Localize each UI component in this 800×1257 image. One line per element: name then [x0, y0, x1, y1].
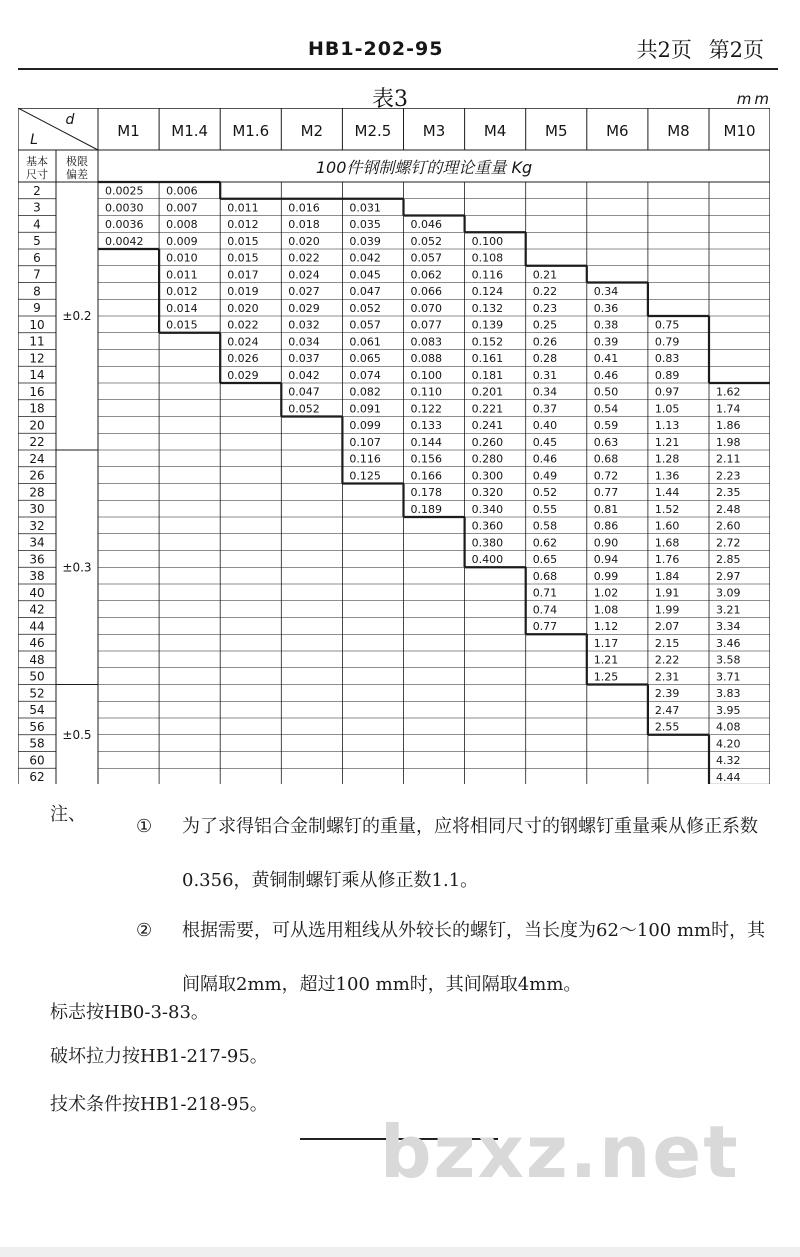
cell-m5-11: 0.26: [532, 335, 558, 349]
cell-m8-38: 1.84: [654, 569, 680, 583]
length-10: 10: [29, 317, 45, 332]
cell-m8-10: 0.75: [654, 318, 680, 332]
cell-m8-22: 1.21: [654, 435, 680, 449]
cell-m8-44: 2.07: [654, 620, 680, 634]
length-24: 24: [29, 451, 45, 466]
cell-m2-5-7: 0.045: [349, 268, 381, 282]
length-4: 4: [33, 217, 41, 232]
length-58: 58: [29, 736, 45, 751]
cell-m8-18: 1.05: [654, 402, 680, 416]
cell-m4-16: 0.201: [471, 385, 504, 399]
cell-m6-14: 0.46: [593, 368, 619, 382]
cell-m4-5: 0.100: [471, 234, 504, 248]
note-1: [138, 800, 778, 908]
cell-m6-11: 0.39: [593, 335, 619, 349]
cell-m5-38: 0.68: [532, 569, 558, 583]
cell-m6-20: 0.59: [593, 419, 619, 433]
cell-m8-24: 1.28: [654, 452, 680, 466]
cell-m10-62: 4.44: [716, 770, 741, 784]
cell-m4-24: 0.280: [471, 452, 504, 466]
cell-m2-11: 0.034: [288, 335, 320, 349]
cell-m3-10: 0.077: [410, 318, 442, 332]
cell-m2-5-6: 0.042: [349, 251, 381, 265]
pages-total: 共2页: [636, 38, 692, 62]
cell-m10-44: 3.34: [716, 620, 741, 634]
breaking-load-reference: 破坏拉力按HB1-217-95。: [50, 1046, 268, 1067]
cell-m2-18: 0.052: [288, 402, 320, 416]
length-32: 32: [29, 518, 45, 533]
cell-m5-24: 0.46: [532, 452, 558, 466]
length-9: 9: [33, 301, 41, 316]
cell-m6-44: 1.12: [593, 620, 619, 634]
table-title: 表3: [372, 87, 408, 112]
cell-m8-40: 1.91: [654, 586, 680, 600]
nominal-size-header-2: 尺寸: [26, 168, 48, 181]
cell-m10-60: 4.32: [716, 754, 741, 768]
cell-m1-6-8: 0.019: [227, 285, 259, 299]
cell-m8-28: 1.44: [654, 486, 680, 500]
cell-m1-6-11: 0.024: [227, 335, 259, 349]
cell-m5-42: 0.74: [532, 603, 558, 617]
cell-m8-50: 2.31: [654, 670, 680, 684]
watermark: bzxz.net: [380, 1110, 740, 1194]
cell-m1-6-6: 0.015: [227, 251, 259, 265]
cell-m2-5-8: 0.047: [349, 285, 381, 299]
length-46: 46: [29, 636, 45, 651]
cell-m1-4: 0.0036: [105, 218, 144, 232]
cell-m5-14: 0.31: [532, 368, 558, 382]
cell-m8-12: 0.83: [654, 352, 680, 366]
cell-m2-5-16: 0.082: [349, 385, 381, 399]
length-28: 28: [29, 485, 45, 500]
length-36: 36: [29, 552, 45, 567]
cell-m6-50: 1.25: [593, 670, 619, 684]
cell-m3-12: 0.088: [410, 352, 442, 366]
cell-m2-5-18: 0.091: [349, 402, 381, 416]
cell-m3-18: 0.122: [410, 402, 442, 416]
length-3: 3: [33, 200, 41, 215]
length-26: 26: [29, 468, 45, 483]
cell-m8-14: 0.89: [654, 368, 680, 382]
length-50: 50: [29, 669, 45, 684]
length-56: 56: [29, 719, 45, 734]
cell-m2-5-22: 0.107: [349, 435, 381, 449]
length-60: 60: [29, 753, 45, 768]
tolerance-±0.2: ±0.2: [62, 309, 92, 323]
cell-m3-24: 0.156: [410, 452, 442, 466]
cell-m10-26: 2.23: [716, 469, 741, 483]
cell-m10-18: 1.74: [716, 402, 741, 416]
tolerance-header: 极限: [66, 155, 88, 168]
cell-m6-9: 0.36: [593, 301, 619, 315]
cell-m1-4-3: 0.007: [166, 201, 198, 215]
header-page-info: [627, 34, 764, 64]
cell-m5-44: 0.77: [532, 620, 558, 634]
cell-m5-8: 0.22: [532, 285, 558, 299]
cell-m10-38: 2.97: [716, 569, 741, 583]
cell-m6-36: 0.94: [593, 553, 619, 567]
cell-m5-20: 0.40: [532, 419, 558, 433]
cell-m10-50: 3.71: [716, 670, 741, 684]
cell-m1-4-7: 0.011: [166, 268, 198, 282]
cell-m2-6: 0.022: [288, 251, 320, 265]
cell-m6-38: 0.99: [593, 569, 619, 583]
cell-m2-9: 0.029: [288, 301, 320, 315]
cell-m6-30: 0.81: [593, 502, 619, 516]
cell-m1-4-8: 0.012: [166, 285, 198, 299]
cell-m4-22: 0.260: [471, 435, 504, 449]
cell-m3-5: 0.052: [410, 234, 442, 248]
cell-m10-24: 2.11: [716, 452, 741, 466]
length-16: 16: [29, 384, 45, 399]
cell-m1-5: 0.0042: [105, 234, 144, 248]
marking-reference: 标志按HB0-3-83。: [50, 1002, 209, 1023]
cell-m3-30: 0.189: [410, 502, 442, 516]
diameter-header-m1-6: M1.6: [232, 122, 270, 140]
page-current: 第2页: [708, 38, 764, 62]
cell-m4-7: 0.116: [471, 268, 504, 282]
note-2: [138, 904, 778, 1012]
cell-m1-6-9: 0.020: [227, 301, 259, 315]
length-12: 12: [29, 351, 45, 366]
cell-m8-20: 1.13: [654, 419, 680, 433]
length-44: 44: [29, 619, 45, 634]
diameter-header-m2-5: M2.5: [354, 122, 392, 140]
cell-m10-30: 2.48: [716, 502, 741, 516]
cell-m5-40: 0.71: [532, 586, 558, 600]
cell-m4-12: 0.161: [471, 352, 504, 366]
cell-m4-36: 0.400: [471, 553, 504, 567]
cell-m10-36: 2.85: [716, 553, 741, 567]
cell-m3-26: 0.166: [410, 469, 442, 483]
diameter-header-m3: M3: [422, 122, 446, 140]
cell-m8-46: 2.15: [654, 636, 680, 650]
length-42: 42: [29, 602, 45, 617]
note-2-number: ②: [136, 920, 153, 941]
cell-m3-7: 0.062: [410, 268, 442, 282]
weight-table-container: [18, 108, 770, 788]
header-rule: [18, 68, 778, 70]
cell-m1-6-3: 0.011: [227, 201, 259, 215]
table-unit: mm: [736, 90, 772, 108]
cell-m6-22: 0.63: [593, 435, 619, 449]
cell-m4-20: 0.241: [471, 419, 504, 433]
cell-m8-48: 2.22: [654, 653, 680, 667]
cell-m2-5-5: 0.039: [349, 234, 381, 248]
cell-m2-14: 0.042: [288, 368, 320, 382]
cell-m5-36: 0.65: [532, 553, 558, 567]
cell-m1-6-7: 0.017: [227, 268, 259, 282]
cell-m10-48: 3.58: [716, 653, 741, 667]
cell-m6-24: 0.68: [593, 452, 619, 466]
cell-m2-3: 0.016: [288, 201, 320, 215]
cell-m10-32: 2.60: [716, 519, 741, 533]
cell-m5-12: 0.28: [532, 352, 558, 366]
cell-m6-16: 0.50: [593, 385, 619, 399]
cell-m10-20: 1.86: [716, 419, 741, 433]
cell-m6-42: 1.08: [593, 603, 619, 617]
length-34: 34: [29, 535, 45, 550]
cell-m8-42: 1.99: [654, 603, 680, 617]
cell-m8-11: 0.79: [654, 335, 680, 349]
cell-m6-46: 1.17: [593, 636, 619, 650]
cell-m3-4: 0.046: [410, 218, 442, 232]
length-40: 40: [29, 585, 45, 600]
tolerance-±0.5: ±0.5: [62, 727, 92, 742]
cell-m8-52: 2.39: [654, 687, 680, 701]
cell-m1-4-9: 0.014: [166, 301, 198, 315]
diameter-header-m1: M1: [117, 122, 140, 140]
note-1-number: ①: [136, 816, 153, 837]
length-62: 62: [29, 770, 45, 784]
cell-m1-3: 0.0030: [105, 201, 144, 215]
weight-table: [18, 108, 770, 784]
cell-m4-14: 0.181: [471, 368, 504, 382]
cell-m2-12: 0.037: [288, 352, 320, 366]
cell-m5-22: 0.45: [532, 435, 558, 449]
cell-m5-34: 0.62: [532, 536, 558, 550]
cell-m2-5-26: 0.125: [349, 469, 381, 483]
cell-m4-32: 0.360: [471, 519, 504, 533]
length-18: 18: [29, 401, 45, 416]
cell-m10-16: 1.62: [716, 385, 741, 399]
cell-m3-9: 0.070: [410, 301, 442, 315]
length-7: 7: [33, 267, 41, 282]
cell-m2-16: 0.047: [288, 385, 320, 399]
cell-m1-2: 0.0025: [105, 184, 144, 198]
cell-m3-11: 0.083: [410, 335, 442, 349]
cell-m8-30: 1.52: [654, 502, 680, 516]
cell-m2-5-9: 0.052: [349, 301, 381, 315]
note-2-text: 根据需要，可从选用粗线从外较长的螺钉，当长度为62～100 mm时，其间隔取2mm，超过100 mm时，其间隔取4mm。: [182, 920, 766, 995]
cell-m4-10: 0.139: [471, 318, 504, 332]
cell-m4-30: 0.340: [471, 502, 504, 516]
length-52: 52: [29, 686, 45, 701]
cell-m6-28: 0.77: [593, 486, 619, 500]
cell-m3-22: 0.144: [410, 435, 442, 449]
header-standard-number: HB1-202-95: [308, 38, 444, 60]
cell-m2-10: 0.032: [288, 318, 320, 332]
cell-m10-58: 4.20: [716, 737, 741, 751]
cell-m2-4: 0.018: [288, 218, 320, 232]
diameter-header-m4: M4: [483, 122, 507, 140]
technical-conditions-reference: 技术条件按HB1-218-95。: [50, 1094, 268, 1115]
length-11: 11: [29, 334, 45, 349]
cell-m4-34: 0.380: [471, 536, 504, 550]
cell-m5-26: 0.49: [532, 469, 558, 483]
cell-m10-28: 2.35: [716, 486, 741, 500]
cell-m8-16: 0.97: [654, 385, 680, 399]
diameter-header-m8: M8: [667, 122, 690, 140]
cell-m2-5-14: 0.074: [349, 368, 381, 382]
cell-m10-56: 4.08: [716, 720, 741, 734]
cell-m6-12: 0.41: [593, 352, 619, 366]
cell-m2-7: 0.024: [288, 268, 320, 282]
length-2: 2: [33, 183, 41, 198]
cell-m5-10: 0.25: [532, 318, 558, 332]
cell-m5-32: 0.58: [532, 519, 558, 533]
length-6: 6: [33, 250, 41, 265]
cell-m2-5-3: 0.031: [349, 201, 381, 215]
cell-m5-18: 0.37: [532, 402, 558, 416]
page-bottom-strip: [0, 1247, 800, 1257]
cell-m3-28: 0.178: [410, 486, 442, 500]
diameter-header-m1-4: M1.4: [171, 122, 209, 140]
cell-m4-26: 0.300: [471, 469, 504, 483]
note-1-text: 为了求得铝合金制螺钉的重量，应将相同尺寸的钢螺钉重量乘从修正系数0.356，黄铜制螺钉乘从修正数1.1。: [182, 816, 758, 891]
cell-m10-52: 3.83: [716, 687, 741, 701]
cell-m1-4-2: 0.006: [166, 184, 198, 198]
cell-m1-4-4: 0.008: [166, 218, 198, 232]
cell-m8-36: 1.76: [654, 553, 680, 567]
cell-m5-28: 0.52: [532, 486, 558, 500]
cell-m6-8: 0.34: [593, 285, 619, 299]
cell-m2-5-12: 0.065: [349, 352, 381, 366]
length-38: 38: [29, 569, 45, 584]
cell-m1-6-5: 0.015: [227, 234, 259, 248]
cell-m1-6-4: 0.012: [227, 218, 259, 232]
cell-m10-22: 1.98: [716, 435, 741, 449]
cell-m2-5-24: 0.116: [349, 452, 381, 466]
cell-m8-34: 1.68: [654, 536, 680, 550]
cell-m3-16: 0.110: [410, 385, 442, 399]
weight-caption: 100件钢制螺钉的理论重量 Kg: [315, 158, 533, 177]
cell-m3-6: 0.057: [410, 251, 442, 265]
cell-m4-6: 0.108: [471, 251, 504, 265]
cell-m1-4-6: 0.010: [166, 251, 198, 265]
cell-m2-5-11: 0.061: [349, 335, 381, 349]
cell-m8-26: 1.36: [654, 469, 680, 483]
cell-m5-7: 0.21: [532, 268, 558, 282]
cell-m10-46: 3.46: [716, 636, 741, 650]
length-20: 20: [29, 418, 45, 433]
cell-m4-18: 0.221: [471, 402, 504, 416]
cell-m6-32: 0.86: [593, 519, 619, 533]
cell-m6-48: 1.21: [593, 653, 619, 667]
tolerance-header-2: 偏差: [66, 168, 88, 181]
cell-m6-34: 0.90: [593, 536, 619, 550]
cell-m10-42: 3.21: [716, 603, 741, 617]
cell-m2-5-20: 0.099: [349, 419, 381, 433]
cell-m3-8: 0.066: [410, 285, 442, 299]
cell-m2-8: 0.027: [288, 285, 320, 299]
notes-label: 注、: [50, 804, 86, 825]
diameter-header-m5: M5: [545, 122, 568, 140]
cell-m5-9: 0.23: [532, 301, 558, 315]
nominal-size-header: 基本: [26, 155, 48, 168]
length-5: 5: [33, 234, 41, 249]
length-54: 54: [29, 703, 45, 718]
length-30: 30: [29, 502, 45, 517]
cell-m8-56: 2.55: [654, 720, 680, 734]
cell-m6-18: 0.54: [593, 402, 619, 416]
cell-m4-28: 0.320: [471, 486, 504, 500]
cell-m8-54: 2.47: [654, 703, 680, 717]
cell-m8-32: 1.60: [654, 519, 680, 533]
tolerance-±0.3: ±0.3: [62, 560, 92, 575]
cell-m6-40: 1.02: [593, 586, 619, 600]
cell-m1-6-12: 0.026: [227, 352, 259, 366]
cell-m1-4-10: 0.015: [166, 318, 198, 332]
length-8: 8: [33, 284, 41, 299]
cell-m6-10: 0.38: [593, 318, 619, 332]
cell-m10-34: 2.72: [716, 536, 741, 550]
cell-m4-8: 0.124: [471, 285, 504, 299]
cell-m2-5: 0.020: [288, 234, 320, 248]
cell-m1-4-5: 0.009: [166, 234, 198, 248]
cell-m3-14: 0.100: [410, 368, 442, 382]
cell-m10-54: 3.95: [716, 703, 741, 717]
length-48: 48: [29, 652, 45, 667]
corner-l-label: L: [30, 132, 38, 148]
corner-d-label: d: [65, 112, 75, 128]
length-14: 14: [29, 368, 45, 383]
length-22: 22: [29, 435, 45, 450]
cell-m2-5-10: 0.057: [349, 318, 381, 332]
cell-m4-11: 0.152: [471, 335, 504, 349]
cell-m6-26: 0.72: [593, 469, 619, 483]
diameter-header-m10: M10: [723, 122, 756, 140]
cell-m5-16: 0.34: [532, 385, 558, 399]
cell-m10-40: 3.09: [716, 586, 741, 600]
diameter-header-m6: M6: [606, 122, 629, 140]
diameter-header-m2: M2: [300, 122, 324, 140]
cell-m3-20: 0.133: [410, 419, 442, 433]
cell-m1-6-10: 0.022: [227, 318, 259, 332]
cell-m2-5-4: 0.035: [349, 218, 381, 232]
cell-m5-30: 0.55: [532, 502, 558, 516]
cell-m1-6-14: 0.029: [227, 368, 259, 382]
cell-m4-9: 0.132: [471, 301, 504, 315]
